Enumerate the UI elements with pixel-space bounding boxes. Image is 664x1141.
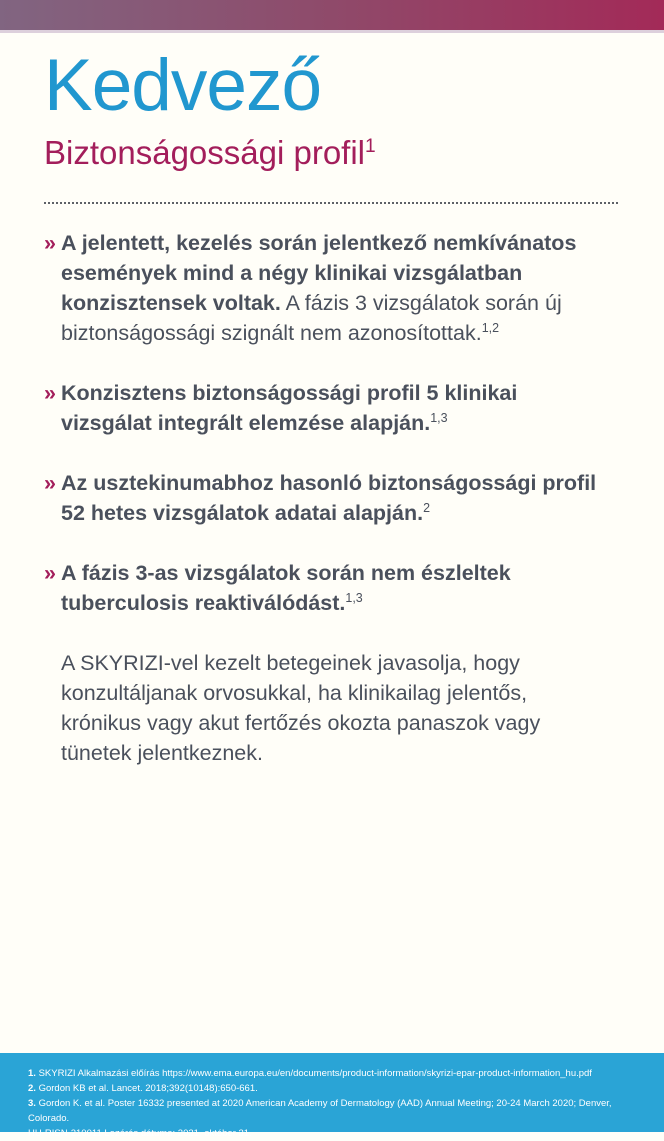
reference-line-1 xyxy=(28,1066,644,1081)
bullet-1-regular-text: A fázis 3 vizsgálatok során új biztonságossági szignált nem azonosítottak. xyxy=(61,291,562,346)
subtitle-text: Biztonságossági profil xyxy=(44,134,366,171)
bullet-4-bold-text: A fázis 3-as vizsgálatok során nem észleltek tuberculosis reaktiválódást. xyxy=(61,561,511,616)
bullet-1-reference-sup: 1,2 xyxy=(481,321,500,336)
subtitle-reference-sup: 1 xyxy=(365,136,376,157)
reference-3-text: Gordon K. et al. Poster 16332 presented at 2020 American Academy of Dermatology (AAD) Annual Meeting; 20-24 March 2020; Denver, Colorado. xyxy=(28,1098,612,1124)
bullet-3-reference-sup: 2 xyxy=(423,501,431,516)
bullet-4-reference-sup: 1,3 xyxy=(345,591,363,606)
bullet-item-2 xyxy=(44,378,608,438)
bullet-3-bold-text: Az usztekinumabhoz hasonló biztonságossági profil 52 hetes vizsgálatok adatai alapján. xyxy=(61,471,597,526)
reference-2-text: Gordon KB et al. Lancet. 2018;392(10148):650-661. xyxy=(35,1083,258,1094)
advice-paragraph: A SKYRIZI-vel kezelt betegeinek javasolja, hogy konzultáljanak orvosukkal, ha klinikailag jelentős, krónikus vagy akut fertőzés okozta panaszok vagy tünetek jelentkeznek. xyxy=(61,651,541,766)
approval-code-line: HU-RISN-210011 Lezárás dátuma: 2021. október 31. xyxy=(28,1128,252,1139)
footer-references-bar xyxy=(0,1053,664,1139)
bullet-chevron-icon: » xyxy=(44,471,56,496)
reference-line-2 xyxy=(28,1081,644,1096)
bullet-chevron-icon: » xyxy=(44,231,56,256)
bullet-item-4 xyxy=(44,558,608,618)
bullet-2-reference-sup: 1,3 xyxy=(430,411,448,426)
bullet-chevron-icon: » xyxy=(44,561,56,586)
reference-3-number: 3. xyxy=(28,1098,36,1109)
bullet-2-bold-text: Konzisztens biztonságossági profil 5 klinikai vizsgálat integrált elemzése alapján. xyxy=(61,381,518,436)
reference-1-text: SKYRIZI Alkalmazási előírás https://www.ema.europa.eu/en/documents/product-information/skyrizi-epar-product-information_hu.pdf xyxy=(35,1068,592,1079)
page-subtitle xyxy=(44,135,664,171)
reference-line-3 xyxy=(28,1096,644,1126)
bullet-chevron-icon: » xyxy=(44,381,56,406)
page-title: Kedvező xyxy=(44,45,322,126)
bullet-item-3 xyxy=(44,468,608,528)
reference-1-number: 1. xyxy=(28,1068,36,1079)
header-gradient-bar xyxy=(0,0,664,30)
bullet-item-1 xyxy=(44,228,608,348)
header-bar-edge xyxy=(0,30,664,33)
bullet-1-bold-text: A jelentett, kezelés során jelentkező nemkívánatos események mind a négy klinikai vizsgálatban konzisztensek voltak. xyxy=(61,231,577,316)
body-content xyxy=(0,204,664,768)
reference-2-number: 2. xyxy=(28,1083,36,1094)
